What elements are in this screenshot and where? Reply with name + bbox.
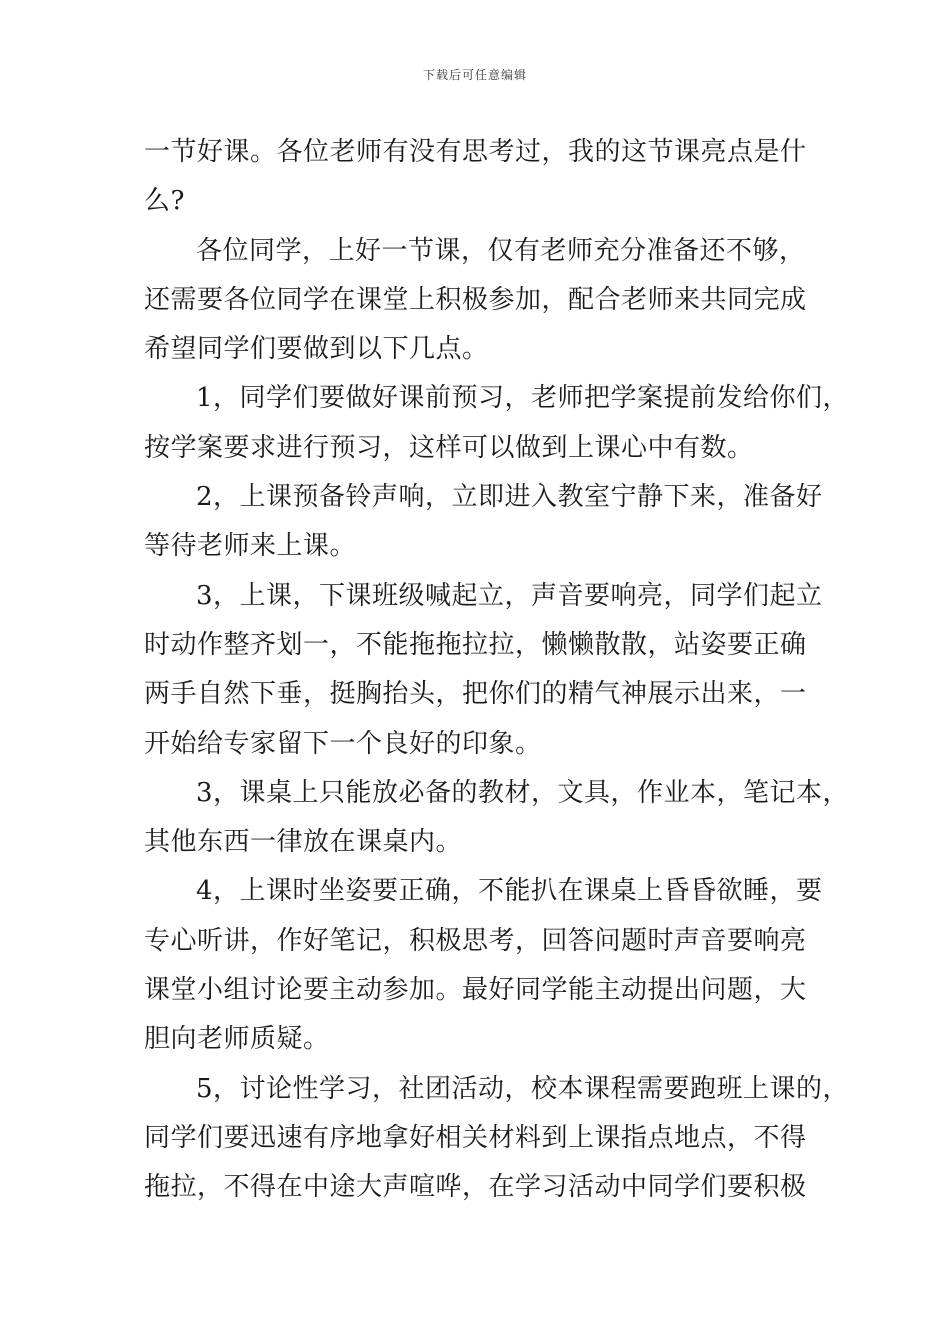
text-line: 按学案要求进行预习，这样可以做到上课心中有数。 [144,432,754,463]
list-item-5-line: 5，讨论性学习，社团活动，校本课程需要跑班上课的， [196,1073,850,1104]
text-line: 么? [144,186,185,217]
text-line: 两手自然下垂，挺胸抬头，把你们的精气神展示出来，一 [144,679,807,710]
paragraph-start-line: 各位同学，上好一节课，仅有老师充分准备还不够， [196,235,806,266]
text-line: 其他东西一律放在课桌内。 [144,827,463,858]
list-item-1-line: 1，同学们要做好课前预习，老师把学案提前发给你们， [196,383,850,414]
text-line: 拖拉，不得在中途大声喧哗，在学习活动中同学们要积极 [144,1172,807,1203]
list-item-4-line: 4，上课时坐姿要正确，不能扒在课桌上昏昏欲睡，要 [196,876,823,907]
text-line: 一节好课。各位老师有没有思考过，我的这节课亮点是什 [144,137,807,167]
text-line: 等待老师来上课。 [144,531,357,562]
list-item-2-line: 2，上课预备铃声响，立即进入教室宁静下来，准备好 [196,482,823,513]
text-line: 胆向老师质疑。 [144,1024,330,1055]
text-line: 同学们要迅速有序地拿好相关材料到上课指点地点，不得 [144,1122,807,1153]
list-item-3-line: 3，上课，下课班级喊起立，声音要响亮，同学们起立 [196,580,823,611]
text-line: 课堂小组讨论要主动参加。最好同学能主动提出问题，大 [144,975,807,1006]
text-line: 还需要各位同学在课堂上积极参加，配合老师来共同完成 [144,284,807,315]
list-item-3b-line: 3，课桌上只能放必备的教材，文具，作业本，笔记本， [196,777,850,808]
page-header: 下载后可任意编辑 [422,68,527,82]
text-line: 时动作整齐划一，不能拖拖拉拉，懒懒散散，站姿要正确 [144,629,807,660]
text-line: 希望同学们要做到以下几点。 [144,334,489,365]
text-line: 开始给专家留下一个良好的印象。 [144,728,542,759]
text-line: 专心听讲，作好笔记，积极思考，回答问题时声音要响亮 [144,925,807,956]
document-body [144,128,850,1213]
